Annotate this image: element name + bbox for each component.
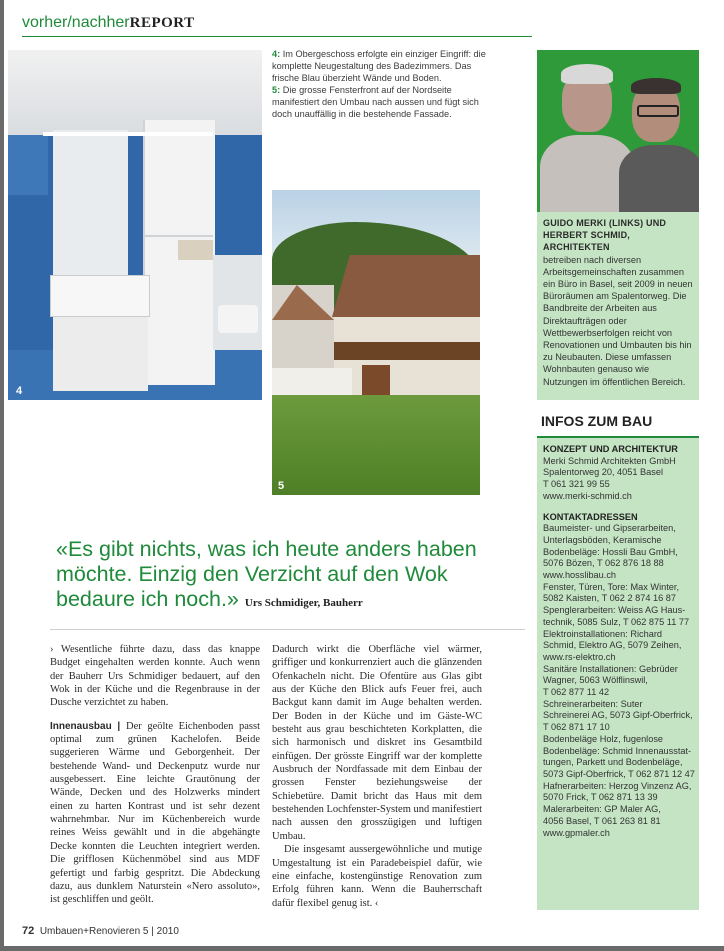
- figure-number: 4: [16, 385, 23, 397]
- photo-detail: [362, 365, 390, 397]
- portrait-detail: [631, 78, 681, 94]
- quote-text: «Es gibt nichts, was ich heute anders haben möchte. Einzig den Verzicht auf den Wok bedaure ich noch.»: [56, 537, 477, 611]
- photo-bathroom: [8, 50, 262, 400]
- kontakt-line: 5070 Frick, T 062 871 13 39: [543, 792, 658, 803]
- photo-detail: [143, 235, 213, 237]
- body-paragraph: Die insgesamt aussergewöhnliche und mutige Umgestaltung ist ein Paradebeispiel dafür, wie eine einfache, kostengünstige Renovation zum Erfolg führen kann. Wenn die Bauherrschaft dafür flexibel genug ist. ‹: [272, 844, 482, 909]
- kontakt-line: Bodenbeläge: Schmid Innenausstat-: [543, 745, 692, 756]
- page-footer: [22, 925, 179, 937]
- infos-title: INFOS ZUM BAU: [541, 413, 653, 429]
- kontakt-line: Baumeister- und Gipserarbeiten,: [543, 523, 676, 534]
- photo-captions: [272, 48, 487, 120]
- kontakt-line: Bodenbeläge Holz, fugenlose: [543, 733, 664, 744]
- figure-number: 5: [278, 480, 285, 492]
- kontakt-line: Elektroinstallationen: Richard: [543, 628, 662, 639]
- photo-detail: [178, 240, 213, 260]
- kontakt-link[interactable]: www.rs-elektro.ch: [543, 651, 616, 662]
- kontakt-line: Bodenbeläge: Hossli Bau GmbH,: [543, 546, 678, 557]
- kontakt-line: Schmid, Elektro AG, 5079 Zeihen,: [543, 640, 682, 651]
- kontakt-line: tungen, Parkett und Bodenbeläge,: [543, 757, 683, 768]
- kontakt-link[interactable]: www.gpmaler.ch: [543, 827, 610, 838]
- architects-text: [543, 217, 695, 388]
- konzept-line: T 061 321 99 55: [543, 479, 610, 490]
- kontakt-line: Spenglerarbeiten: Weiss AG Haus-: [543, 605, 686, 616]
- photo-detail: [272, 395, 480, 495]
- photo-detail: [213, 255, 262, 350]
- body-paragraph-text: Der geölte Eichenboden passt optimal zum grünen Kachelofen. Beide suggerieren Wärme und Geborgenheit. Der bestehende Wand- und Deckenputz wurde nur ausgebessert. Eine leichte Grautönung der Wände, Decken und des Holzwerks mindert einen zu harten Kontrast und ist sehr dezent wahrnehmbar. Nur im Küchenbereich wurde reines Weiss gewählt und in die abgehängte Decke konnten die Leuchten integriert werden. Die grifflosen Küchenmöbel sind aus MDF gefertigt und farbig gespritzt. Die Abdeckung dazu, aus dunklem Naturstein «Nero assoluto», ist geschliffen und geölt.: [50, 720, 260, 906]
- photo-detail: [50, 275, 150, 317]
- rubric-light: vorher/nachher: [22, 14, 130, 31]
- kontakt-link[interactable]: www.hosslibau.ch: [543, 570, 617, 581]
- kontakt-line: 5082 Kaisten, T 062 2 874 16 87: [543, 593, 676, 604]
- kontakt-line: Unterlagsböden, Keramische: [543, 534, 662, 545]
- portrait-detail: [637, 105, 679, 117]
- kontakt-line: 5076 Bözen, T 062 876 18 88: [543, 558, 664, 569]
- photo-detail: [53, 315, 148, 391]
- caption-text: Die grosse Fensterfront auf der Nordseite manifestiert den Umbau nach aussen und fügt sich doch unauffällig in die bestehende Fassade.: [272, 85, 479, 119]
- kontakt-line: Wagner, 5063 Wölflinswil,: [543, 675, 648, 686]
- kontakt-line: 5073 Gipf-Oberfrick, T 062 871 12 47: [543, 768, 695, 779]
- kontakt-line: 4056 Basel, T 061 263 81 81: [543, 815, 661, 826]
- caption-number: 4:: [272, 49, 281, 59]
- body-paragraph: › Wesentliche führte dazu, dass das knappe Budget eingehalten werden konnte. Auch wenn der Bauherr Urs Schmidiger bedauert, auf den Wok in der Küche und die Regenbrause in der Dusche verzichtet zu haben.: [50, 644, 260, 709]
- photo-detail: [53, 130, 128, 290]
- photo-detail: [332, 255, 480, 317]
- photo-detail: [8, 135, 48, 195]
- rubric-rule: [22, 36, 532, 37]
- caption-number: 5:: [272, 85, 281, 95]
- page-edge-bottom: [0, 946, 724, 951]
- section-lead: Innenausbau |: [50, 720, 126, 732]
- photo-detail: [272, 368, 352, 398]
- photo-detail: [8, 50, 262, 135]
- kontakt-line: technik, 5085 Sulz, T 062 875 11 77: [543, 616, 690, 627]
- architects-portrait: [537, 50, 699, 212]
- kontakt-line: Malerarbeiten: GP Maler AG,: [543, 804, 661, 815]
- page-edge: [0, 0, 4, 951]
- architects-bio: betreiben nach diversen Arbeitsgemeinschaften zusammen ein Büro in Basel, seit 2009 in neuen Büroräumen am Spalentorweg. Die Bandbreite der Arbeiten aus Direktaufträgen oder Wettbewerbserfolgen reicht von Renovationen und Umbauten bis hin zu Neubauten. Diese umfassen Wohnbauten genauso wie Nutzungen im öffentlichen Bereich.: [543, 254, 693, 387]
- konzept-line: Spalentorweg 20, 4051 Basel: [543, 467, 664, 478]
- infos-text: [543, 444, 695, 839]
- photo-house: [272, 190, 480, 495]
- portrait-detail: [619, 145, 699, 212]
- section-rubric: [22, 14, 195, 32]
- kontakt-line: Hafnerarbeiten: Herzog Vinzenz AG,: [543, 780, 692, 791]
- architects-name: GUIDO MERKI (LINKS) UND HERBERT SCHMID, ARCHITEKTEN: [543, 218, 667, 253]
- quote-author: Urs Schmidiger, Bauherr: [244, 597, 363, 609]
- konzept-line: Merki Schmid Architekten GmbH: [543, 455, 676, 466]
- kontakt-line: Fenster, Türen, Tore: Max Winter,: [543, 581, 679, 592]
- kontakt-line: T 062 871 17 10: [543, 722, 610, 733]
- photo-detail: [334, 342, 480, 360]
- body-paragraph: [50, 720, 260, 907]
- body-column-2: [272, 643, 482, 910]
- konzept-link[interactable]: www.merki-schmid.ch: [543, 490, 632, 501]
- quote-rule: [50, 629, 525, 630]
- konzept-heading: KONZEPT UND ARCHITEKTUR: [543, 444, 678, 454]
- body-paragraph: Dadurch wirkt die Oberfläche viel wärmer, griffiger und konkurrenziert auch die glänzenden Ofenkacheln nicht. Die Ofentüre aus Glas gibt aus der Küche den Blick aufs Feuer frei, auch Backgut kann damit im Auge behalten werden. Der Boden in der Küche und im Gäste-WC besteht aus grau beschichteten Korkplatten, die sich harmonisch und diskret ins Gesamtbild einfügen. Der grösste Eingriff war der komplette Ausbruch der Nordfassade mit dem Einbau der grossen Fenster beziehungsweise der Schiebetüre. Damit bricht das Haus mit dem bestehenden Lochfenster-System und manifestiert nach aussen den grosszügigen und luftigen Umbau.: [272, 644, 483, 842]
- kontakt-line: Schreinerei AG, 5073 Gipf-Oberfrick,: [543, 710, 693, 721]
- kontakt-line: T 062 877 11 42: [543, 687, 610, 698]
- kontakt-line: Sanitäre Installationen: Gebrüder: [543, 663, 678, 674]
- body-column-1: [50, 643, 260, 907]
- kontakt-heading: KONTAKTADRESSEN: [543, 511, 638, 522]
- photo-detail: [43, 132, 213, 136]
- magazine-issue: Umbauen+Renovieren 5 | 2010: [39, 926, 179, 937]
- rubric-bold: REPORT: [129, 15, 195, 31]
- portrait-detail: [561, 64, 613, 84]
- caption-text: Im Obergeschoss erfolgte ein einziger Eingriff: die komplette Neugestaltung des Badezimmers. Das frische Blau überzieht Wände und Boden.: [272, 49, 486, 83]
- page-number: 72: [22, 925, 35, 937]
- photo-detail: [218, 305, 258, 333]
- pull-quote: [56, 537, 526, 616]
- kontakt-line: Schreinerarbeiten: Suter: [543, 698, 643, 709]
